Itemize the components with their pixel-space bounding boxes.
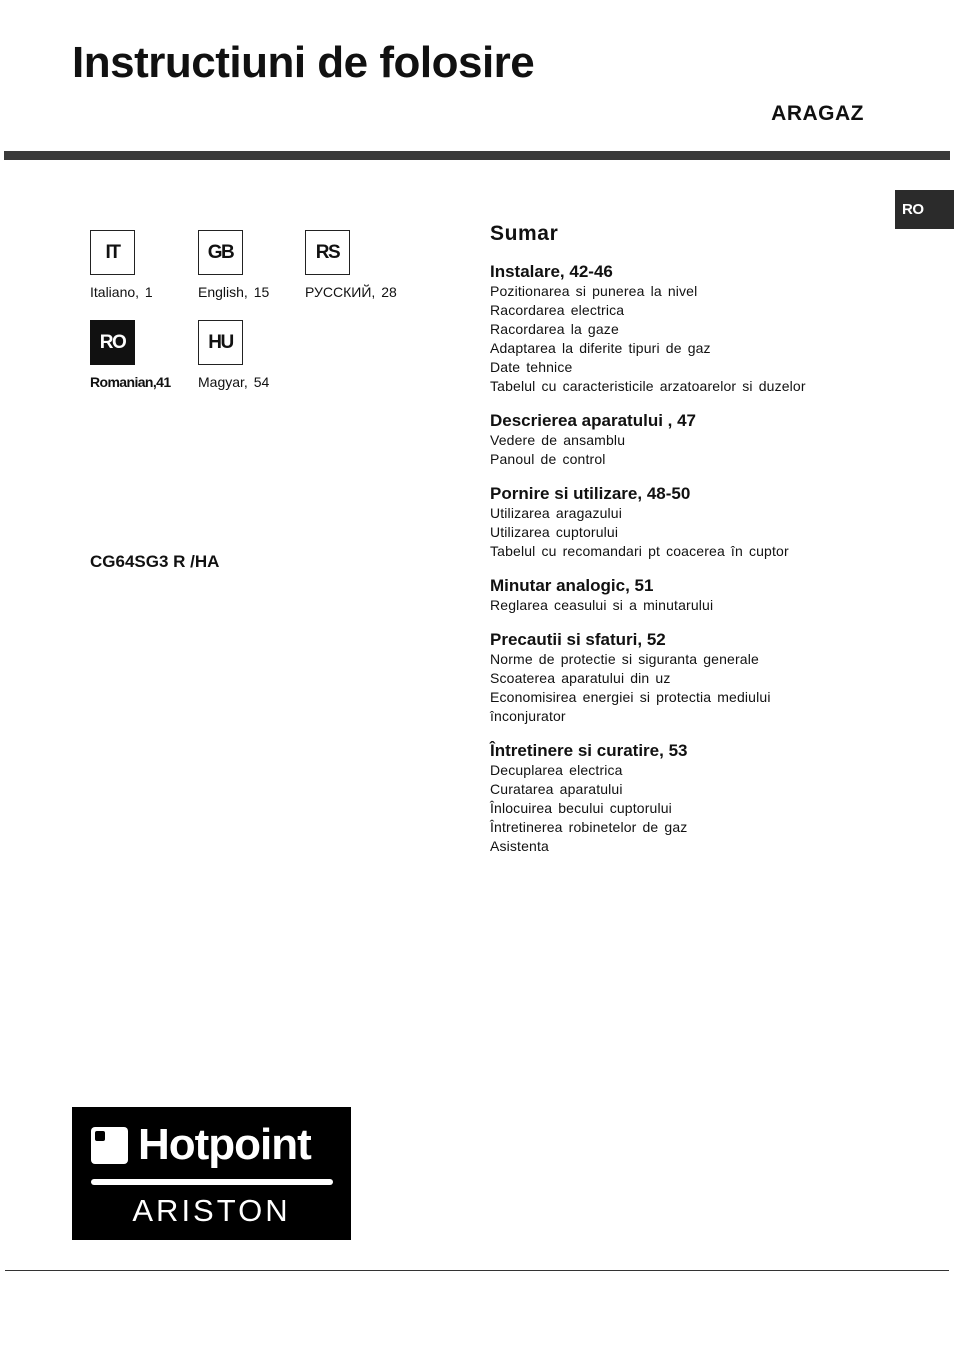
toc-subitem-list bbox=[490, 650, 890, 726]
toc-section-heading[interactable]: Întretinere si curatire, 53 bbox=[490, 741, 688, 760]
logo-brand-top: Hotpoint bbox=[138, 1120, 311, 1169]
toc-section-heading[interactable]: Minutar analogic, 51 bbox=[490, 576, 654, 595]
language-code-box-active: RO bbox=[90, 320, 135, 365]
toc-subitem-list bbox=[490, 504, 890, 561]
toc-subitem[interactable]: Tabelul cu recomandari pt coacerea în cuptor bbox=[490, 543, 789, 559]
language-code-box: HU bbox=[198, 320, 243, 365]
logo-brand-bottom: ARISTON bbox=[132, 1193, 291, 1228]
toc-subitem[interactable]: Decuplarea electrica bbox=[490, 762, 623, 778]
toc-section-heading[interactable]: Instalare, 42-46 bbox=[490, 262, 613, 281]
toc-section bbox=[490, 411, 890, 469]
toc-subitem[interactable]: Adaptarea la diferite tipuri de gaz bbox=[490, 340, 711, 356]
logo-divider bbox=[91, 1179, 333, 1185]
language-label: Magyar, 54 bbox=[198, 374, 270, 390]
language-code-box: GB bbox=[198, 230, 243, 275]
toc-section bbox=[490, 576, 890, 615]
toc-subitem[interactable]: Curatarea aparatului bbox=[490, 781, 623, 797]
language-item-hu[interactable] bbox=[198, 320, 308, 390]
toc-section-heading[interactable]: Pornire si utilizare, 48-50 bbox=[490, 484, 691, 503]
toc-subitem[interactable]: Utilizarea aragazului bbox=[490, 505, 622, 521]
toc-subitem[interactable]: înconjurator bbox=[490, 708, 566, 724]
toc-subitem[interactable]: Racordarea electrica bbox=[490, 302, 625, 318]
logo-square-icon bbox=[91, 1127, 128, 1164]
toc-subitem[interactable]: Reglarea ceasului si a minutarului bbox=[490, 597, 714, 613]
toc-subitem[interactable]: Date tehnice bbox=[490, 359, 573, 375]
toc-section bbox=[490, 484, 890, 561]
toc-subitem[interactable]: Norme de protectie si siguranta generale bbox=[490, 651, 759, 667]
toc-section bbox=[490, 741, 890, 856]
language-label: Italiano, 1 bbox=[90, 284, 153, 300]
product-type: ARAGAZ bbox=[771, 102, 864, 125]
language-label-active: Romanian,41 bbox=[90, 374, 171, 390]
model-number: CG64SG3 R /HA bbox=[90, 552, 220, 571]
language-code-box: IT bbox=[90, 230, 135, 275]
toc-subitem-list bbox=[490, 596, 890, 615]
language-item-ro[interactable] bbox=[90, 320, 200, 390]
toc-subitem[interactable]: Asistenta bbox=[490, 838, 549, 854]
toc-subitem[interactable]: Tabelul cu caracteristicile arzatoarelor si duzelor bbox=[490, 378, 806, 394]
language-item-gb[interactable] bbox=[198, 230, 308, 300]
toc-sections bbox=[490, 262, 890, 856]
page-title: Instructiuni de folosire bbox=[72, 38, 535, 87]
toc-section-heading[interactable]: Precautii si sfaturi, 52 bbox=[490, 630, 666, 649]
toc-section bbox=[490, 262, 890, 396]
toc-subitem-list bbox=[490, 431, 890, 469]
language-side-tab: RO bbox=[895, 190, 954, 229]
toc-subitem[interactable]: Pozitionarea si punerea la nivel bbox=[490, 283, 698, 299]
toc-section bbox=[490, 630, 890, 726]
toc-subitem[interactable]: Înlocuirea becului cuptorului bbox=[490, 800, 672, 816]
language-item-rs[interactable] bbox=[305, 230, 415, 300]
toc-section-heading[interactable]: Descrierea aparatului , 47 bbox=[490, 411, 697, 430]
toc-title: Sumar bbox=[490, 222, 559, 245]
toc-subitem-list bbox=[490, 761, 890, 856]
language-label: English, 15 bbox=[198, 284, 270, 300]
logo-dot bbox=[95, 1131, 105, 1141]
toc-subitem-list bbox=[490, 282, 890, 396]
toc-subitem[interactable]: Panoul de control bbox=[490, 451, 606, 467]
language-label: РУССКИЙ, 28 bbox=[305, 284, 397, 300]
header-divider bbox=[4, 151, 950, 160]
toc-subitem[interactable]: Întretinerea robinetelor de gaz bbox=[490, 819, 688, 835]
toc-subitem[interactable]: Economisirea energiei si protectia mediului bbox=[490, 689, 771, 705]
language-code-box: RS bbox=[305, 230, 350, 275]
toc-subitem[interactable]: Utilizarea cuptorului bbox=[490, 524, 619, 540]
toc-subitem[interactable]: Vedere de ansamblu bbox=[490, 432, 626, 448]
footer-divider bbox=[5, 1270, 949, 1271]
toc-subitem[interactable]: Scoaterea aparatului din uz bbox=[490, 670, 671, 686]
table-of-contents bbox=[490, 222, 890, 871]
brand-logo bbox=[72, 1107, 351, 1240]
language-item-it[interactable] bbox=[90, 230, 200, 300]
toc-subitem[interactable]: Racordarea la gaze bbox=[490, 321, 619, 337]
